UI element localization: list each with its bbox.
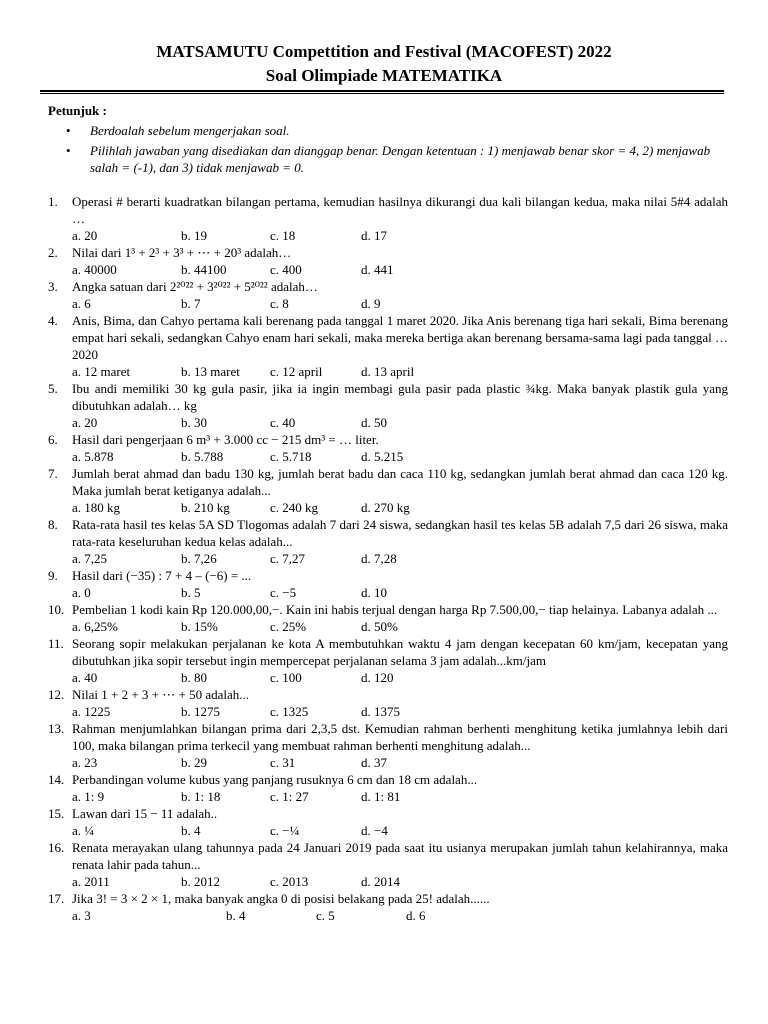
answer-option-d: d. 9	[361, 296, 381, 311]
instructions-heading: Petunjuk :	[48, 103, 107, 118]
title-line-1: MATSAMUTU Compettition and Festival (MACOFEST) 2022	[156, 42, 612, 61]
question-item	[48, 431, 728, 465]
answer-option-d: d. 270 kg	[361, 500, 410, 515]
question-number: 5.	[48, 381, 58, 396]
question-item	[48, 686, 728, 720]
answer-option-c: c. 400	[270, 262, 302, 277]
answer-option-d: d. 5.215	[361, 449, 404, 464]
answer-option-a: a. ¼	[72, 823, 95, 838]
question-text: Hasil dari pengerjaan 6 m³ + 3.000 cc − 215 dm³ = … liter.	[72, 432, 379, 447]
answer-option-d: d. 7,28	[361, 551, 397, 566]
question-item	[48, 312, 728, 380]
answer-option-b: b. 7,26	[181, 551, 217, 566]
instruction-item: • Pilihlah jawaban yang disediakan dan dianggap benar. Dengan ketentuan : 1) menjawab benar skor = 4, 2) menjawab salah = (-1), dan 3) tidak menjawab = 0.	[66, 143, 711, 175]
question-text: Nilai 1 + 2 + 3 + ⋯ + 50 adalah...	[72, 687, 249, 702]
answer-option-d: d. −4	[361, 823, 388, 838]
question-text: Nilai dari 1³ + 2³ + 3³ + ⋯ + 20³ adalah…	[72, 245, 292, 260]
question-text: Rata-rata hasil tes kelas 5A SD Tlogomas adalah 7 dari 24 siswa, sedangkan hasil tes kelas 5B adalah 7,5 dari 26 siswa, maka rata-rata keseluruhan kedua kelas adalah...	[72, 517, 728, 549]
instructions-list	[66, 122, 726, 179]
question-text-row	[48, 380, 728, 414]
question-text-row	[48, 720, 728, 754]
answer-option-a: a. 20	[72, 228, 98, 243]
answer-options	[72, 873, 728, 890]
answer-options	[72, 295, 728, 312]
answer-option-a: a. 23	[72, 755, 98, 770]
answer-option-c: c. 240 kg	[270, 500, 319, 515]
answer-option-a: a. 20	[72, 415, 98, 430]
question-number: 17.	[48, 891, 65, 906]
answer-options	[72, 363, 728, 380]
question-text-row	[48, 278, 728, 295]
answer-option-b: b. 5	[181, 585, 201, 600]
question-text-row	[48, 431, 728, 448]
question-text-row	[48, 686, 728, 703]
answer-option-c: c. 7,27	[270, 551, 306, 566]
question-item	[48, 244, 728, 278]
question-number: 11.	[48, 636, 64, 651]
answer-option-a: a. 0	[72, 585, 91, 600]
answer-option-d: d. 17	[361, 228, 387, 243]
instruction-item: • Berdoalah sebelum mengerjakan soal.	[66, 123, 290, 138]
question-number: 2.	[48, 245, 58, 260]
answer-option-c: c. 31	[270, 755, 296, 770]
answer-option-b: b. 15%	[181, 619, 218, 634]
question-number: 7.	[48, 466, 58, 481]
answer-option-b: b. 4	[181, 823, 201, 838]
question-item	[48, 839, 728, 890]
answer-option-b: b. 7	[181, 296, 201, 311]
question-text-row	[48, 635, 728, 669]
question-item	[48, 567, 728, 601]
question-item	[48, 805, 728, 839]
answer-option-c: c. 18	[270, 228, 296, 243]
title-rule-thick	[40, 90, 724, 92]
answer-option-a: a. 7,25	[72, 551, 108, 566]
answer-option-d: d. 50%	[361, 619, 398, 634]
question-number: 3.	[48, 279, 58, 294]
question-number: 15.	[48, 806, 65, 821]
question-text: Renata merayakan ulang tahunnya pada 24 Januari 2019 pada saat itu usianya merupakan jumlah tahun kelahirannya, maka renata lahir pada tahun...	[72, 840, 728, 872]
answer-options	[72, 703, 728, 720]
answer-options	[72, 788, 728, 805]
answer-option-d: d. 10	[361, 585, 387, 600]
answer-option-d: d. 50	[361, 415, 387, 430]
question-text: Jika 3! = 3 × 2 × 1, maka banyak angka 0 di posisi belakang pada 25! adalah......	[72, 891, 490, 906]
question-text-row	[48, 890, 728, 907]
answer-options	[72, 618, 728, 635]
question-text-row	[48, 805, 728, 822]
answer-option-c: c. 2013	[270, 874, 309, 889]
answer-options	[72, 414, 728, 431]
question-item	[48, 771, 728, 805]
question-text: Angka satuan dari 2²⁰²² + 3²⁰²² + 5²⁰²² adalah…	[72, 279, 318, 294]
question-text-row	[48, 465, 728, 499]
question-text: Pembelian 1 kodi kain Rp 120.000,00,−. Kain ini habis terjual dengan harga Rp 7.500,00,− tiap helainya. Labanya adalah ...	[72, 602, 718, 617]
question-text: Perbandingan volume kubus yang panjang rusuknya 6 cm dan 18 cm adalah...	[72, 772, 478, 787]
answer-option-a: a. 6,25%	[72, 619, 118, 634]
question-item	[48, 278, 728, 312]
question-text: Hasil dari (−35) : 7 + 4 – (−6) = ...	[72, 568, 252, 583]
question-text: Rahman menjumlahkan bilangan prima dari 2,3,5 dst. Kemudian rahman berhenti menghitung ketika jumlahnya lebih dari 100, maka bilangan prima terkecil yang membuat rahman berhenti menghitung adalah...	[72, 721, 728, 753]
answer-option-d: d. 1375	[361, 704, 400, 719]
answer-option-d: d. 13 april	[361, 364, 415, 379]
question-number: 8.	[48, 517, 58, 532]
question-number: 16.	[48, 840, 65, 855]
question-text: Lawan dari 15 − 11 adalah..	[72, 806, 218, 821]
question-number: 9.	[48, 568, 58, 583]
answer-option-b: b. 1: 18	[181, 789, 221, 804]
question-text: Ibu andi memiliki 30 kg gula pasir, jika ia ingin membagi gula pasir pada plastic ¾kg. Maka banyak plastik gula yang dibutuhkan adalah… kg	[72, 381, 728, 413]
answer-option-a: a. 1: 9	[72, 789, 105, 804]
answer-options	[72, 499, 728, 516]
question-item	[48, 635, 728, 686]
answer-option-a: a. 1225	[72, 704, 111, 719]
answer-option-c: c. 5	[316, 908, 335, 923]
answer-options	[72, 584, 728, 601]
bullet-icon: •	[66, 143, 71, 158]
answer-options	[72, 261, 728, 278]
answer-option-c: c. 1: 27	[270, 789, 309, 804]
question-item	[48, 465, 728, 516]
answer-option-d: d. 1: 81	[361, 789, 401, 804]
answer-option-a: a. 3	[72, 908, 91, 923]
question-text-row	[48, 567, 728, 584]
question-number: 14.	[48, 772, 65, 787]
answer-options	[72, 448, 728, 465]
answer-option-c: c. −5	[270, 585, 297, 600]
answer-option-b: b. 44100	[181, 262, 227, 277]
answer-option-a: a. 2011	[72, 874, 110, 889]
question-number: 1.	[48, 194, 58, 209]
answer-option-b: b. 4	[226, 908, 246, 923]
answer-options	[72, 550, 728, 567]
answer-option-b: b. 2012	[181, 874, 220, 889]
answer-option-d: d. 120	[361, 670, 394, 685]
document-title	[40, 40, 728, 88]
answer-option-a: a. 40000	[72, 262, 117, 277]
answer-option-c: c. 25%	[270, 619, 307, 634]
answer-options	[72, 227, 728, 244]
question-item	[48, 516, 728, 567]
answer-option-c: c. −¼	[270, 823, 300, 838]
answer-option-c: c. 40	[270, 415, 296, 430]
answer-options	[72, 822, 728, 839]
answer-option-a: a. 5.878	[72, 449, 114, 464]
question-number: 4.	[48, 313, 58, 328]
answer-option-b: b. 80	[181, 670, 207, 685]
answer-option-a: a. 180 kg	[72, 500, 121, 515]
answer-option-d: d. 441	[361, 262, 394, 277]
question-item	[48, 890, 728, 924]
bullet-icon: •	[66, 123, 71, 138]
answer-option-d: d. 6	[406, 908, 426, 923]
question-text-row	[48, 771, 728, 788]
question-item	[48, 601, 728, 635]
answer-option-c: c. 100	[270, 670, 302, 685]
answer-option-b: b. 30	[181, 415, 207, 430]
question-text-row	[48, 601, 728, 618]
question-text-row	[48, 516, 728, 550]
question-item	[48, 380, 728, 431]
question-text-row	[48, 839, 728, 873]
answer-option-c: c. 5.718	[270, 449, 312, 464]
answer-option-d: d. 2014	[361, 874, 400, 889]
question-number: 13.	[48, 721, 65, 736]
answer-option-c: c. 1325	[270, 704, 309, 719]
question-text-row	[48, 244, 728, 261]
question-number: 10.	[48, 602, 65, 617]
answer-options	[72, 754, 728, 771]
question-text-row	[48, 193, 728, 227]
question-text: Jumlah berat ahmad dan badu 130 kg, jumlah berat badu dan caca 110 kg, sedangkan jumlah berat ahmad dan caca 120 kg. Maka jumlah berat ketiganya adalah...	[72, 466, 728, 498]
question-number: 6.	[48, 432, 58, 447]
answer-option-b: b. 1275	[181, 704, 220, 719]
title-line-2: Soal Olimpiade MATEMATIKA	[265, 66, 503, 85]
answer-option-b: b. 19	[181, 228, 207, 243]
answer-option-c: c. 12 april	[270, 364, 323, 379]
answer-option-a: a. 6	[72, 296, 91, 311]
question-list	[48, 193, 728, 924]
question-text: Operasi # berarti kuadratkan bilangan pertama, kemudian hasilnya dikurangi dua kali bilangan kedua, maka nilai 5#4 adalah …	[72, 194, 728, 226]
title-rule-thin	[40, 93, 724, 94]
answer-options	[72, 669, 728, 686]
answer-option-b: b. 13 maret	[181, 364, 240, 379]
question-text-row	[48, 312, 728, 363]
answer-options	[72, 907, 728, 924]
answer-option-d: d. 37	[361, 755, 387, 770]
question-item	[48, 193, 728, 244]
answer-option-a: a. 40	[72, 670, 98, 685]
answer-option-b: b. 210 kg	[181, 500, 230, 515]
question-item	[48, 720, 728, 771]
answer-option-c: c. 8	[270, 296, 289, 311]
question-text: Seorang sopir melakukan perjalanan ke kota A membutuhkan waktu 4 jam dengan kecepatan 60 km/jam, kecepatan yang dibutuhkan jika sopir tersebut ingin mempercepat perjalanan selama 3 jam adalah...km/jam	[72, 636, 728, 668]
answer-option-b: b. 29	[181, 755, 207, 770]
answer-option-a: a. 12 maret	[72, 364, 131, 379]
question-number: 12.	[48, 687, 65, 702]
answer-option-b: b. 5.788	[181, 449, 224, 464]
question-text: Anis, Bima, dan Cahyo pertama kali berenang pada tanggal 1 maret 2020. Jika Anis berenang tiga hari sekali, Bima berenang empat hari sekali, sedangkan Cahyo enam hari sekali, maka mereka bertiga akan berenang bersama-sama lagi pada tanggal …2020	[72, 313, 728, 362]
